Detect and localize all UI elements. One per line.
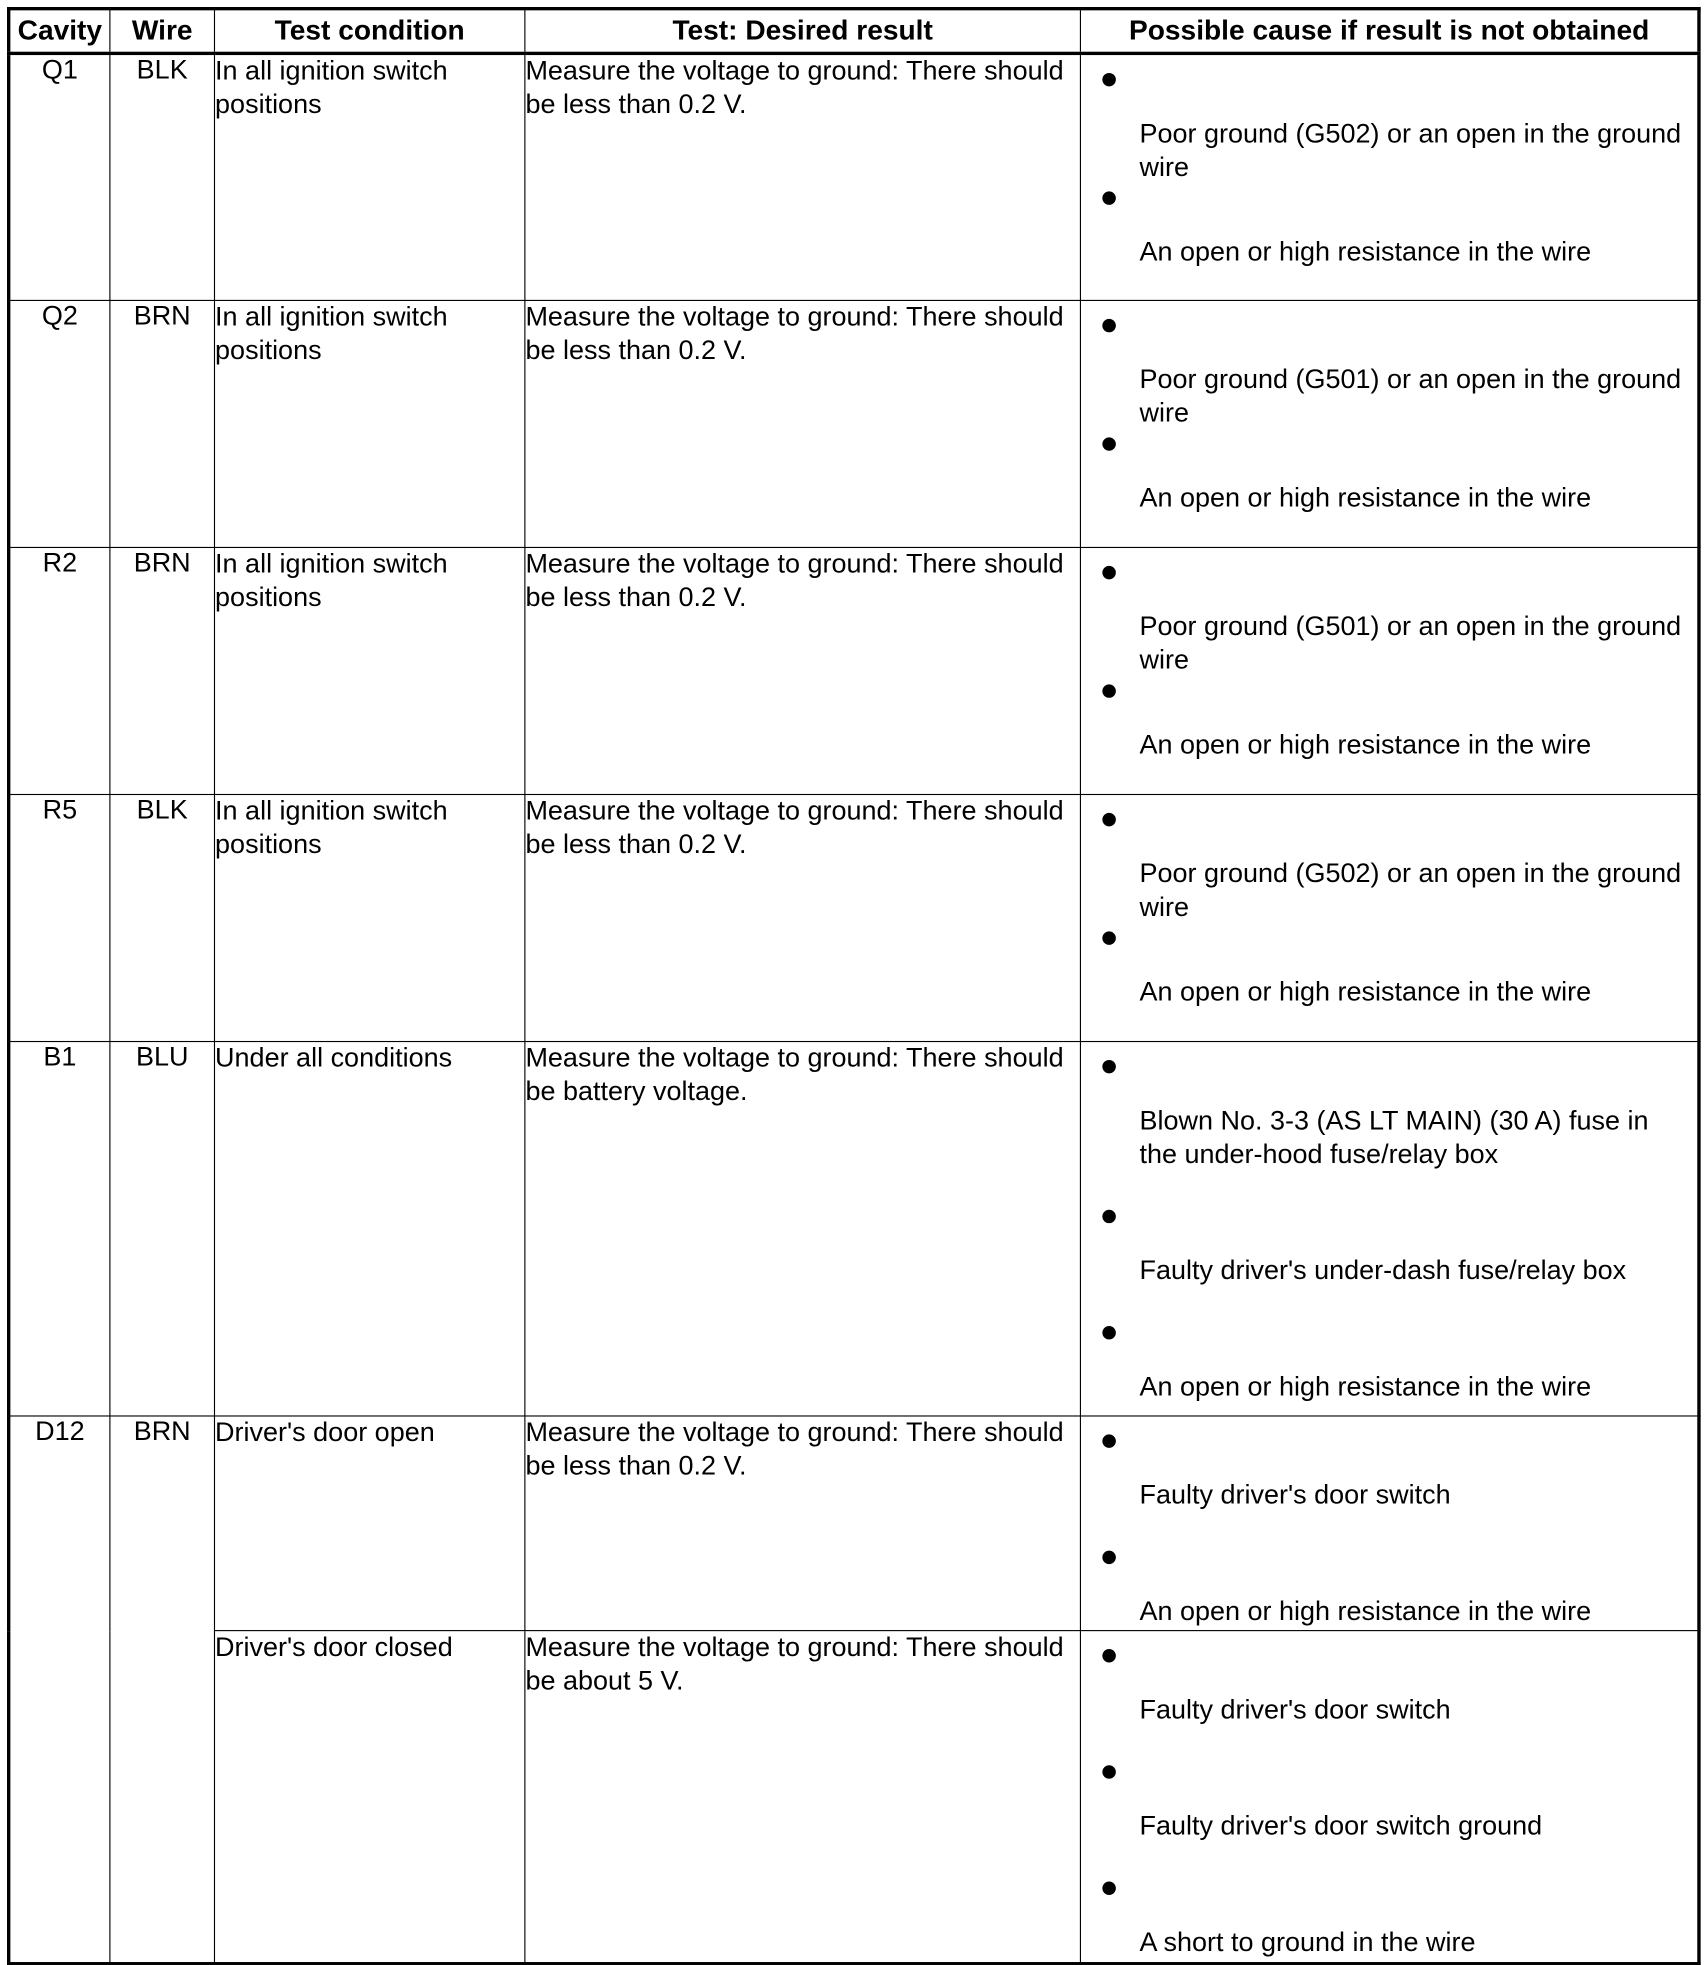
cause-text: An open or high resistance in the wire (1139, 237, 1592, 268)
cause-text: Poor ground (G502) or an open in the ground wire (1139, 858, 1682, 923)
cause-text: Faulty driver's door switch (1139, 1480, 1451, 1511)
cause-text: An open or high resistance in the wire (1139, 483, 1592, 514)
possible-cause-cell (1080, 1631, 1699, 1964)
cause-item (1081, 301, 1697, 429)
bullet-icon (1102, 684, 1115, 697)
table-row (9, 547, 1699, 794)
header-wire: Wire (110, 9, 215, 54)
wire-cell: BLK (110, 53, 215, 300)
bullet-icon (1102, 437, 1115, 450)
diagnostic-sheet (7, 7, 1705, 1958)
cause-item (1081, 1192, 1697, 1308)
bullet-icon (1102, 1882, 1115, 1895)
cause-item (1081, 1631, 1697, 1747)
cause-item (1081, 55, 1697, 183)
bullet-icon (1102, 813, 1115, 826)
header-possible-cause: Possible cause if result is not obtained (1080, 9, 1699, 54)
wire-cell: BRN (110, 300, 215, 547)
desired-result-cell: Measure the voltage to ground: There should be less than 0.2 V. (525, 300, 1081, 547)
cause-text: A short to ground in the wire (1139, 1927, 1476, 1958)
terminal-test-table (7, 7, 1701, 1965)
possible-cause-cell (1080, 1416, 1699, 1631)
cause-text: Blown No. 3-3 (AS LT MAIN) (30 A) fuse in the under-hood fuse/relay box (1139, 1105, 1649, 1170)
cause-text: An open or high resistance in the wire (1139, 730, 1592, 761)
header-cavity: Cavity (9, 9, 110, 54)
cause-item (1081, 548, 1697, 676)
table-row (9, 1631, 1699, 1964)
cavity-cell: Q2 (9, 300, 110, 547)
possible-cause-cell (1080, 1042, 1699, 1416)
desired-result-cell: Measure the voltage to ground: There should be less than 0.2 V. (525, 547, 1081, 794)
cause-item (1081, 667, 1697, 774)
cause-text: Faulty driver's door switch ground (1139, 1811, 1543, 1842)
cause-item (1081, 1417, 1697, 1533)
cause-text: Poor ground (G501) or an open in the ground wire (1139, 364, 1682, 429)
cavity-cell: B1 (9, 1042, 110, 1416)
desired-result-cell: Measure the voltage to ground: There should be less than 0.2 V. (525, 794, 1081, 1041)
bullet-icon (1102, 319, 1115, 332)
table-row (9, 53, 1699, 300)
desired-result-cell: Measure the voltage to ground: There should be less than 0.2 V. (525, 1416, 1081, 1631)
wire-cell: BRN (110, 547, 215, 794)
wire-cell: BLU (110, 1042, 215, 1416)
cause-text: An open or high resistance in the wire (1139, 1371, 1592, 1403)
bullet-icon (1102, 1434, 1115, 1447)
desired-result-cell: Measure the voltage to ground: There should be about 5 V. (525, 1631, 1081, 1964)
bullet-icon (1102, 566, 1115, 579)
test-condition-cell: Under all conditions (214, 1042, 524, 1416)
cavity-cell: D12 (9, 1416, 110, 1964)
possible-cause-cell (1080, 53, 1699, 300)
cause-item (1081, 1864, 1697, 1962)
desired-result-cell: Measure the voltage to ground: There should be less than 0.2 V. (525, 53, 1081, 300)
cause-item (1081, 1042, 1697, 1192)
cause-text: Poor ground (G502) or an open in the ground wire (1139, 118, 1682, 183)
table-row (9, 1416, 1699, 1631)
test-condition-cell: Driver's door open (214, 1416, 524, 1631)
test-condition-cell: In all ignition switch positions (214, 300, 524, 547)
bullet-icon (1102, 1551, 1115, 1564)
cavity-cell: R2 (9, 547, 110, 794)
cause-item (1081, 914, 1697, 1021)
table-row (9, 794, 1699, 1041)
test-condition-cell: In all ignition switch positions (214, 794, 524, 1041)
cavity-cell: Q1 (9, 53, 110, 300)
cause-item (1081, 1533, 1697, 1629)
wire-cell: BLK (110, 794, 215, 1041)
cause-item (1081, 174, 1697, 281)
cavity-cell: R5 (9, 794, 110, 1041)
cause-text: Faulty driver's under-dash fuse/relay box (1139, 1255, 1627, 1286)
header-row (9, 9, 1699, 54)
cause-item (1081, 795, 1697, 923)
test-condition-cell: In all ignition switch positions (214, 547, 524, 794)
bullet-icon (1102, 73, 1115, 86)
desired-result-cell: Measure the voltage to ground: There should be battery voltage. (525, 1042, 1081, 1416)
bullet-icon (1102, 1060, 1115, 1073)
bullet-icon (1102, 1210, 1115, 1223)
cause-text: Poor ground (G501) or an open in the ground wire (1139, 611, 1682, 676)
bullet-icon (1102, 1649, 1115, 1662)
cause-item (1081, 1308, 1697, 1415)
cause-item (1081, 1747, 1697, 1863)
cause-text: An open or high resistance in the wire (1139, 1596, 1592, 1627)
header-desired-result: Test: Desired result (525, 9, 1081, 54)
possible-cause-cell (1080, 794, 1699, 1041)
bullet-icon (1102, 191, 1115, 204)
table-row (9, 300, 1699, 547)
cause-text: Faulty driver's door switch (1139, 1694, 1451, 1726)
test-condition-cell: Driver's door closed (214, 1631, 524, 1964)
bullet-icon (1102, 931, 1115, 944)
test-condition-cell: In all ignition switch positions (214, 53, 524, 300)
header-test-condition: Test condition (214, 9, 524, 54)
bullet-icon (1102, 1765, 1115, 1778)
bullet-icon (1102, 1326, 1115, 1339)
possible-cause-cell (1080, 547, 1699, 794)
cause-text: An open or high resistance in the wire (1139, 977, 1592, 1008)
table-row (9, 1042, 1699, 1416)
possible-cause-cell (1080, 300, 1699, 547)
cause-item (1081, 419, 1697, 526)
wire-cell: BRN (110, 1416, 215, 1964)
